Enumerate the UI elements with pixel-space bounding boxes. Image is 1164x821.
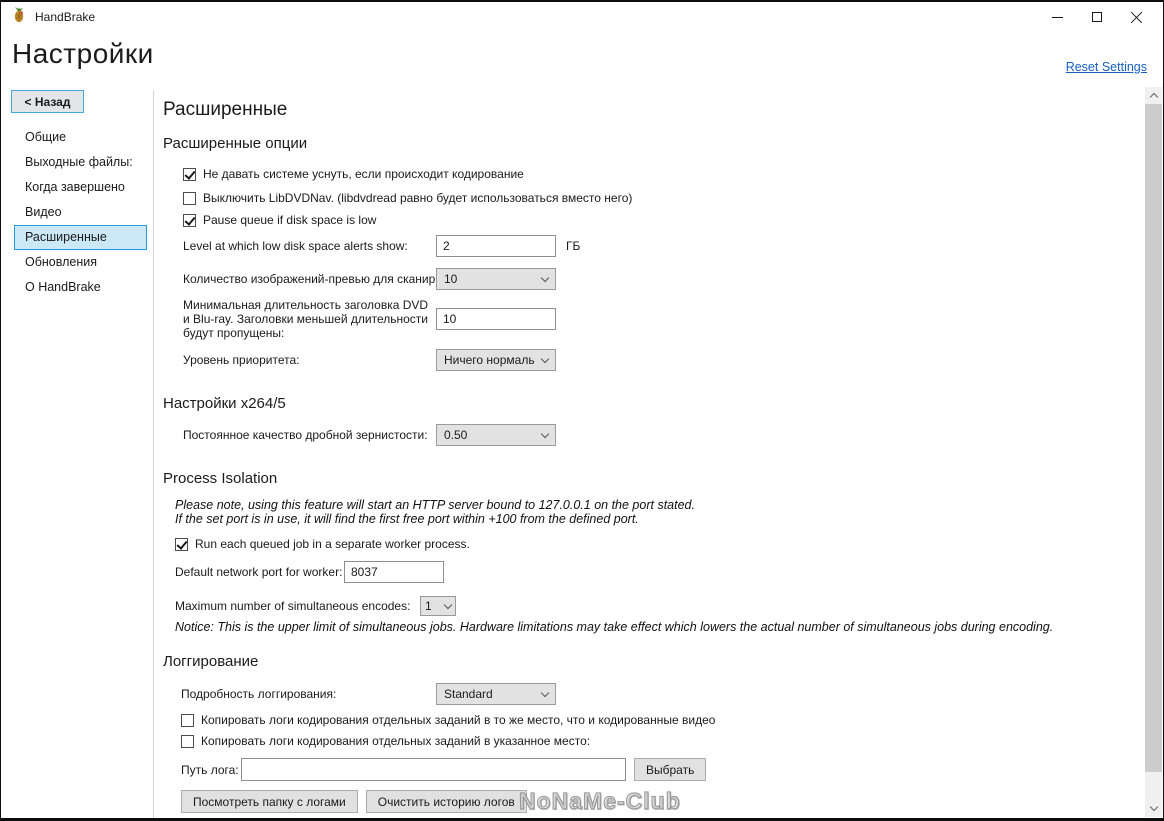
- copy-logs-same-label: Копировать логи кодирования отдельных заданий в то же место, что и кодированные видео: [201, 713, 716, 727]
- scroll-down-button[interactable]: [1145, 800, 1162, 817]
- prevent-sleep-checkbox[interactable]: [183, 168, 196, 181]
- max-encodes-dropdown[interactable]: 1: [420, 596, 456, 616]
- sidebar-item-updates[interactable]: Обновления: [25, 255, 97, 269]
- preview-count-row: [183, 268, 1139, 290]
- worker-port-input[interactable]: [344, 561, 444, 583]
- titlebar: [1, 2, 1163, 32]
- sidebar-item-output-files[interactable]: Выходные файлы:: [25, 155, 133, 169]
- section-logging: Логгирование: [163, 653, 259, 670]
- priority-label: Уровень приоритета:: [183, 353, 300, 367]
- view-log-folder-button[interactable]: Посмотреть папку с логами: [181, 790, 358, 813]
- worker-process-label: Run each queued job in a separate worker process.: [195, 537, 470, 551]
- pause-queue-label: Pause queue if disk space is low: [203, 213, 377, 227]
- sidebar-item-about[interactable]: О HandBrake: [25, 280, 101, 294]
- min-title-duration-label: Минимальная длительность заголовка DVD и Blu-ray. Заголовки меньшей длительности будут пропущены:: [183, 298, 429, 340]
- disable-libdvdnav-row: [183, 191, 1139, 205]
- copy-logs-same-row: [181, 713, 1139, 727]
- sidebar-item-when-done[interactable]: Когда завершено: [25, 180, 125, 194]
- disk-level-row: [183, 235, 1139, 257]
- worker-process-checkbox[interactable]: [175, 538, 188, 551]
- copy-logs-custom-row: [181, 734, 1139, 748]
- sidebar-item-video[interactable]: Видео: [25, 205, 62, 219]
- prevent-sleep-label: Не давать системе уснуть, если происходит кодирование: [203, 167, 524, 181]
- log-path-input[interactable]: [241, 758, 626, 781]
- preview-count-dropdown[interactable]: 10: [436, 268, 556, 290]
- log-path-row: [181, 758, 1139, 781]
- minimize-button[interactable]: [1037, 4, 1077, 30]
- settings-sidebar: [1, 90, 154, 821]
- granularity-row: [183, 424, 1139, 446]
- chevron-down-icon: [541, 273, 549, 281]
- chevron-down-icon: [541, 429, 549, 437]
- scrollbar-thumb[interactable]: [1145, 104, 1162, 772]
- chevron-up-icon: [1149, 93, 1157, 101]
- log-path-label: Путь лога:: [181, 762, 239, 777]
- preview-count-label: Количество изображений-превью для сканир: [183, 272, 436, 286]
- worker-process-row: [175, 537, 1139, 551]
- close-icon: [1131, 11, 1143, 23]
- chevron-down-icon: [541, 354, 549, 362]
- page-header: [1, 32, 1163, 90]
- copy-logs-custom-checkbox[interactable]: [181, 735, 194, 748]
- back-button[interactable]: < Назад: [11, 90, 84, 113]
- sidebar-nav: [1, 125, 153, 300]
- pause-queue-row: [183, 213, 1139, 227]
- max-encodes-row: [175, 596, 1139, 616]
- prevent-sleep-row: [183, 167, 1139, 181]
- scroll-up-button[interactable]: [1145, 87, 1162, 104]
- settings-content: [154, 90, 1163, 821]
- max-encodes-label: Maximum number of simultaneous encodes:: [175, 599, 411, 613]
- max-encodes-notice: Notice: This is the upper limit of simultaneous jobs. Hardware limitations may take effect which lowers the actual number of simultaneous jobs during encoding.: [175, 620, 1054, 634]
- clear-log-history-button[interactable]: Очистить историю логов: [366, 790, 527, 813]
- worker-port-row: [175, 561, 1139, 583]
- granularity-label: Постоянное качество дробной зернистости:: [183, 428, 428, 442]
- copy-logs-same-checkbox[interactable]: [181, 714, 194, 727]
- log-buttons-row: [181, 790, 1139, 813]
- log-verbosity-dropdown[interactable]: Standard: [436, 683, 556, 705]
- log-verbosity-label: Подробность логгирования:: [181, 687, 337, 701]
- section-x264: Настройки x264/5: [163, 395, 286, 412]
- disk-level-unit: ГБ: [566, 239, 581, 253]
- chevron-down-icon: [1149, 803, 1157, 811]
- sidebar-item-advanced[interactable]: Расширенные: [14, 225, 147, 250]
- log-verbosity-row: [181, 683, 1139, 705]
- priority-row: [183, 349, 1139, 371]
- reset-settings-link[interactable]: Reset Settings: [1065, 60, 1147, 74]
- close-button[interactable]: [1117, 4, 1157, 30]
- copy-logs-custom-label: Копировать логи кодирования отдельных заданий в указанное место:: [201, 734, 591, 748]
- disable-libdvdnav-checkbox[interactable]: [183, 192, 196, 205]
- process-isolation-note: Please note, using this feature will start an HTTP server bound to 127.0.0.1 on the port stated. If the set port is in use, it will find the first free port within +100 from the defined port.: [175, 498, 695, 526]
- vertical-scrollbar[interactable]: [1145, 87, 1162, 817]
- chevron-down-icon: [444, 600, 452, 608]
- minimize-icon: [1052, 17, 1063, 18]
- priority-dropdown[interactable]: Ничего нормаль: [436, 349, 556, 371]
- pause-queue-checkbox[interactable]: [183, 214, 196, 227]
- section-advanced-options: Расширенные опции: [163, 135, 308, 152]
- handbrake-app-icon: [11, 7, 27, 28]
- min-title-duration-input[interactable]: [436, 308, 556, 330]
- section-process-isolation: Process Isolation: [163, 470, 278, 487]
- maximize-icon: [1092, 12, 1102, 22]
- disk-level-input[interactable]: [436, 235, 556, 257]
- sidebar-item-general[interactable]: Общие: [25, 130, 67, 144]
- granularity-dropdown[interactable]: 0.50: [436, 424, 556, 446]
- chevron-down-icon: [541, 688, 549, 696]
- choose-log-path-button[interactable]: Выбрать: [634, 758, 706, 781]
- worker-port-label: Default network port for worker:: [175, 565, 343, 579]
- maximize-button[interactable]: [1077, 4, 1117, 30]
- disable-libdvdnav-label: Выключить LibDVDNav. (libdvdread равно будет использоваться вместо него): [203, 191, 633, 205]
- content-heading: Расширенные: [163, 99, 288, 120]
- page-title: Настройки: [12, 38, 154, 69]
- min-title-duration-row: [183, 298, 1139, 340]
- disk-level-label: Level at which low disk space alerts show:: [183, 239, 408, 253]
- noname-club-watermark: NoNaMe-Club: [519, 788, 681, 814]
- window-title: HandBrake: [35, 10, 96, 24]
